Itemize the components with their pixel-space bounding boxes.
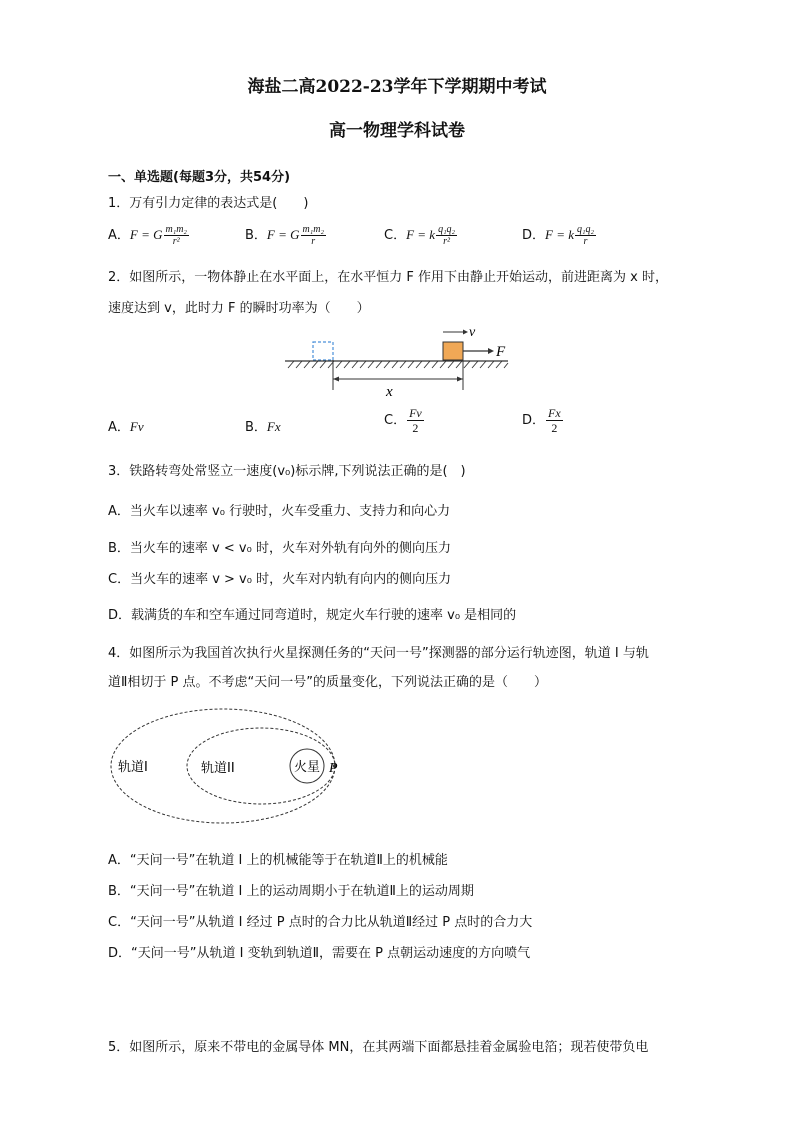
q3-option-a: A．当火车以速率 v₀ 行驶时，火车受重力、支持力和向心力 — [108, 504, 451, 519]
exam-subtitle: 高一物理学科试卷 — [329, 121, 465, 141]
orbit-1-label: 轨道I — [118, 760, 148, 775]
q4-option-a: A．“天问一号”在轨道 I 上的机械能等于在轨道Ⅱ上的机械能 — [108, 853, 448, 868]
distance-arrowhead-left — [333, 377, 339, 382]
q4-orbit-figure — [105, 700, 355, 830]
question-2-stem-line1: 2．如图所示，一物体静止在水平面上，在水平恒力 F 作用下由静止开始运动，前进距离为 x 时， — [108, 270, 668, 285]
distance-label: x — [386, 384, 393, 400]
force-arrowhead — [488, 348, 494, 354]
orbit-2-label: 轨道II — [201, 761, 235, 776]
q3-option-c: C．当火车的速率 v > v₀ 时，火车对内轨有向内的侧向压力 — [108, 572, 452, 587]
force-label: F — [496, 344, 506, 360]
q2-option-b: B．Fx — [245, 419, 281, 435]
question-2-stem-line2: 速度达到 v，此时力 F 的瞬时功率为（ ） — [108, 301, 370, 316]
question-3-stem: 3．铁路转弯处常竖立一速度(v₀)标示牌,下列说法正确的是( ) — [108, 464, 466, 479]
q3-option-d: D．载满货的车和空车通过同弯道时，规定火车行驶的速率 v₀ 是相同的 — [108, 608, 517, 623]
q2-option-d: D． $\frac{Fx}{2}$ — [522, 406, 561, 435]
velocity-label: v — [469, 325, 476, 340]
q2-option-a: A．Fv — [108, 419, 144, 435]
moving-block — [443, 342, 463, 360]
q4-option-b: B．“天问一号”在轨道 I 上的运动周期小于在轨道Ⅱ上的运动周期 — [108, 884, 474, 899]
question-4-stem-line1: 4．如图所示为我国首次执行火星探测任务的“天问一号”探测器的部分运行轨迹图，轨道 I 与轨 — [108, 646, 649, 661]
point-p-label: P — [329, 761, 338, 776]
q1-option-d: D．F = k $\frac{\text{q₁q₂}}{r}$ — [522, 224, 594, 247]
q1-option-b: B．F = G $\frac{\text{m₁m₂}}{r}$ — [245, 224, 324, 247]
q1-option-c: C．F = k $\frac{\text{q₁q₂}}{\text{r²}}$ — [384, 224, 456, 247]
section-title: 一、单选题(每题3分，共54分) — [108, 170, 291, 185]
q4-option-c: C．“天问一号”从轨道 I 经过 P 点时的合力比从轨道Ⅱ经过 P 点时的合力大 — [108, 915, 533, 930]
initial-block-outline — [313, 342, 333, 360]
mars-label: 火星 — [294, 760, 321, 775]
question-5-stem-line1: 5．如图所示，原来不带电的金属导体 MN，在其两端下面都悬挂着金属验电箔；现若使带负电 — [108, 1040, 649, 1055]
question-4-stem-line2: 道Ⅱ相切于 P 点。不考虑“天问一号”的质量变化，下列说法正确的是（ ） — [108, 675, 547, 690]
q2-figure — [280, 322, 520, 400]
velocity-arrowhead — [463, 330, 468, 335]
q3-option-b: B．当火车的速率 v < v₀ 时，火车对外轨有向外的侧向压力 — [108, 541, 451, 556]
q2-option-c: C． $\frac{Fv}{2}$ — [384, 406, 422, 435]
exam-title: 海盐二高2022-23学年下学期期中考试 — [247, 77, 547, 97]
q4-option-d: D．“天问一号”从轨道 I 变轨到轨道Ⅱ，需要在 P 点朝运动速度的方向喷气 — [108, 946, 531, 961]
question-1-stem: 1．万有引力定律的表达式是( ) — [108, 196, 309, 211]
q1-option-a: A．F = G $\frac{\text{m₁m₂}}{\text{r²}}$ — [108, 224, 187, 247]
distance-arrowhead-right — [457, 377, 463, 382]
ground-hatch — [288, 361, 508, 368]
